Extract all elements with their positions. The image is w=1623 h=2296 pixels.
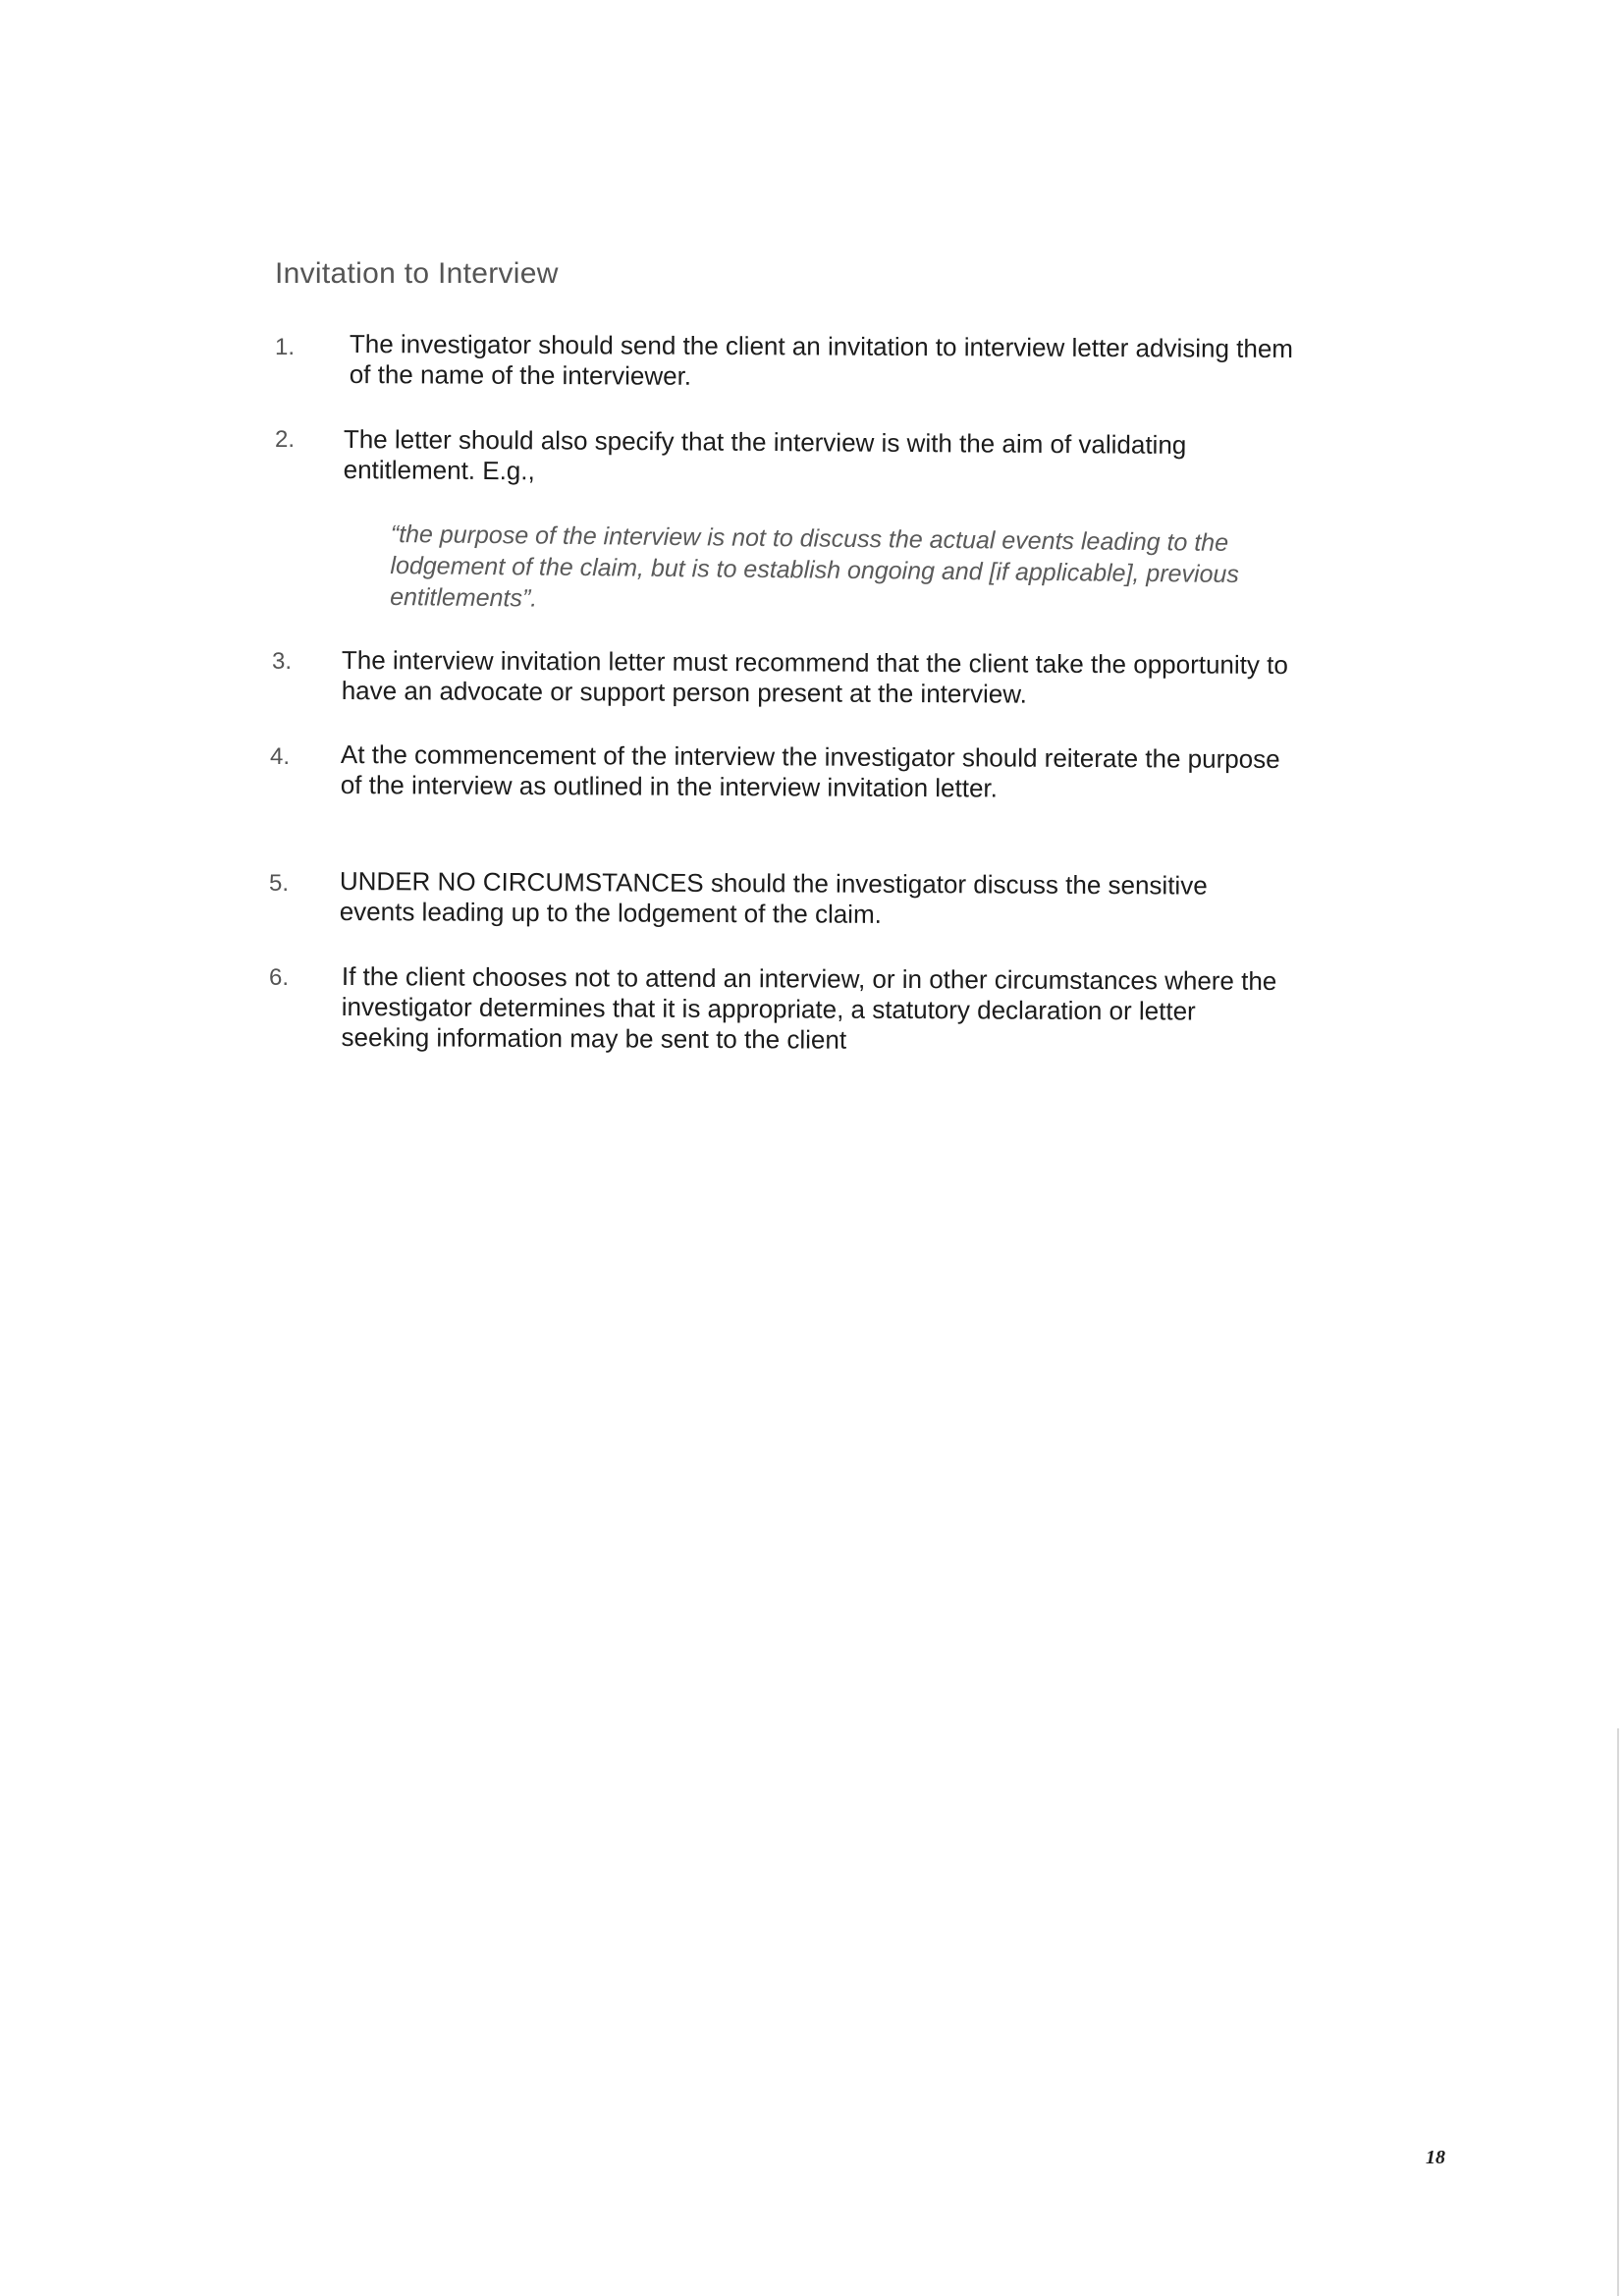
scan-edge (1617, 1728, 1619, 2296)
list-item-text (350, 329, 1331, 395)
list-item-text (341, 739, 1323, 805)
list-item-text (344, 424, 1325, 492)
text-line: entitlement. E.g., (343, 454, 535, 486)
list-item-number: 6. (269, 964, 290, 991)
list-item-number: 1. (275, 334, 296, 360)
quote-line: lodgement of the claim, but is to establish ongoing and [if applicable], previous (390, 551, 1240, 589)
list-item-text (342, 645, 1324, 711)
quote-line: entitlements”. (390, 582, 538, 613)
text-line: have an advocate or support person present at the interview. (341, 675, 1027, 709)
list-item-number: 3. (272, 648, 293, 675)
text-line: The investigator should send the client an invitation to interview letter advising them (349, 329, 1294, 364)
list-item-text (342, 961, 1324, 1058)
list-item-text (340, 866, 1322, 932)
text-line: events leading up to the lodgement of the claim. (339, 896, 882, 929)
text-line: of the interview as outlined in the interview invitation letter. (340, 769, 998, 803)
text-line: investigator determines that it is appropriate, a statutory declaration or letter (341, 991, 1196, 1026)
text-line: seeking information may be sent to the client (341, 1021, 847, 1055)
list-item-number: 4. (270, 743, 291, 770)
list-item-number: 5. (269, 870, 290, 897)
list-item-number: 2. (275, 426, 296, 453)
example-quote (390, 519, 1314, 623)
section-heading: Invitation to Interview (275, 257, 559, 290)
text-line: The interview invitation letter must recommend that the client take the opportunity to (341, 645, 1288, 681)
text-line: UNDER NO CIRCUMSTANCES should the investigator discuss the sensitive (339, 866, 1208, 901)
text-line: At the commencement of the interview the investigator should reiterate the purpose (340, 739, 1280, 775)
text-line: The letter should also specify that the interview is with the aim of validating (343, 424, 1187, 460)
page-number: 18 (1426, 2147, 1445, 2168)
text-line: of the name of the interviewer. (349, 358, 692, 391)
quote-line: “the purpose of the interview is not to discuss the actual events leading to the (390, 519, 1229, 557)
text-line: If the client chooses not to attend an interview, or in other circumstances where the (341, 961, 1277, 996)
